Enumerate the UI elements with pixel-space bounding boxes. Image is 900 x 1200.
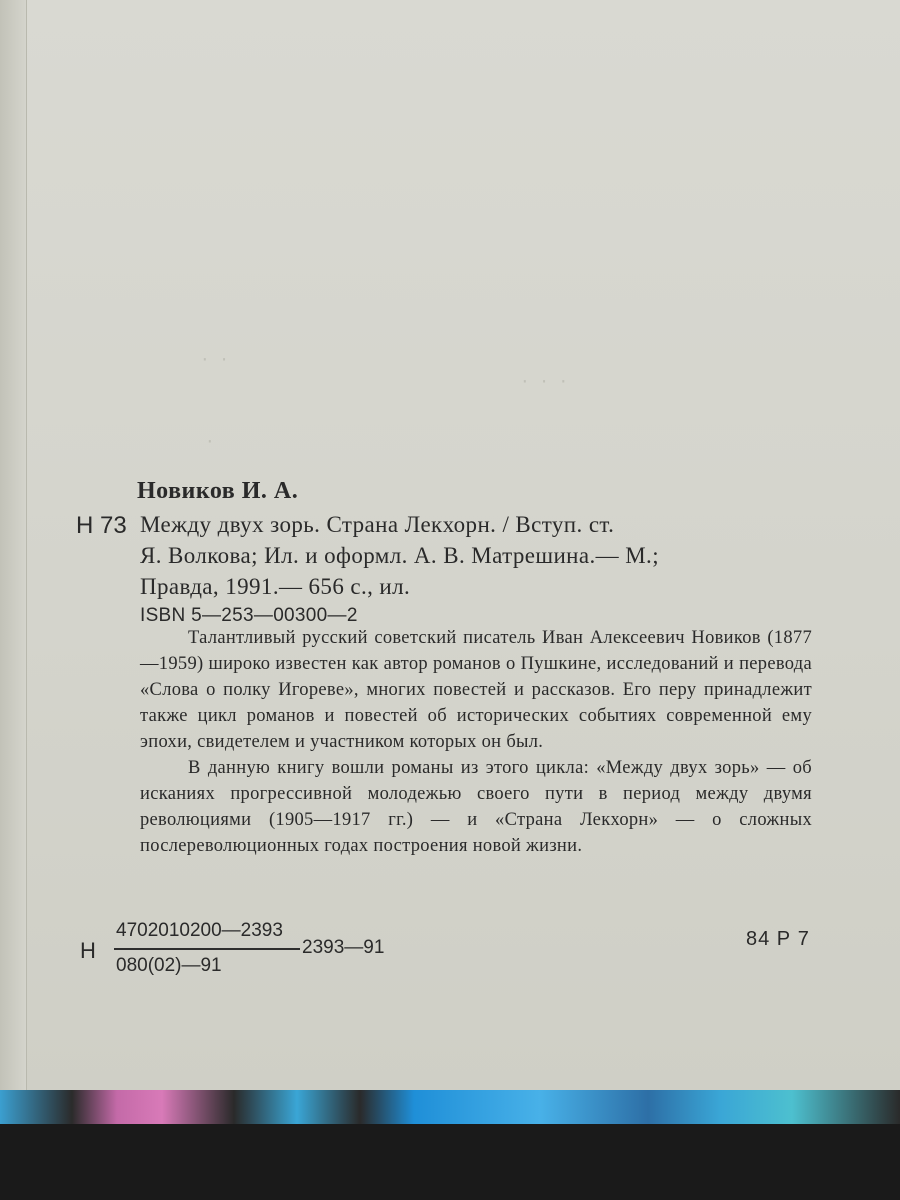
entry-line: Правда, 1991.— 656 с., ил. [140,574,411,599]
footer-denominator: 080(02)—91 [116,955,222,976]
entry-line: Я. Волкова; Ил. и оформл. А. В. Матрешина.— М.; [140,543,659,568]
bibliographic-entry [140,509,820,602]
book-cover-edge [0,1090,900,1124]
fraction-line [114,948,300,950]
footer-numerator: 4702010200—2393 [116,920,283,941]
library-index-code: Н 73 [76,512,127,539]
page-edge [0,0,27,1098]
entry-line: Между двух зорь. Страна Лекхорн. / Вступ. ст. [140,512,615,537]
abstract-paragraph: В данную книгу вошли романы из этого цикла: «Между двух зорь» — об исканиях прогрессивной молодежью своего пути в период между двумя революциями (1905—1917 гг.) — и «Страна Лекхорн» — о сложных послереволюционных годах построения новой жизни. [140,758,812,856]
footer-suffix: 2393—91 [302,937,385,958]
background-surface [0,1124,900,1200]
bleed-through-mark: · · · [520,372,569,391]
author-name: Новиков И. А. [137,478,299,504]
bleed-through-mark: · · [200,350,229,369]
bleed-through-mark: · [205,432,215,451]
classification-code: 84 Р 7 [746,928,810,950]
abstract-paragraph: Талантливый русский советский писатель Иван Алексеевич Новиков (1877—1959) широко известен как автор романов о Пушкине, исследований и перевода «Слова о полку Игореве», многих повестей и рассказов. Его перу принадлежит также цикл романов и повестей об исторических событиях современной ему эпохи, свидетелем и участником которых он был. [140,628,812,752]
isbn: ISBN 5—253—00300—2 [140,605,358,626]
abstract [140,625,812,859]
footer-letter: Н [80,938,96,963]
